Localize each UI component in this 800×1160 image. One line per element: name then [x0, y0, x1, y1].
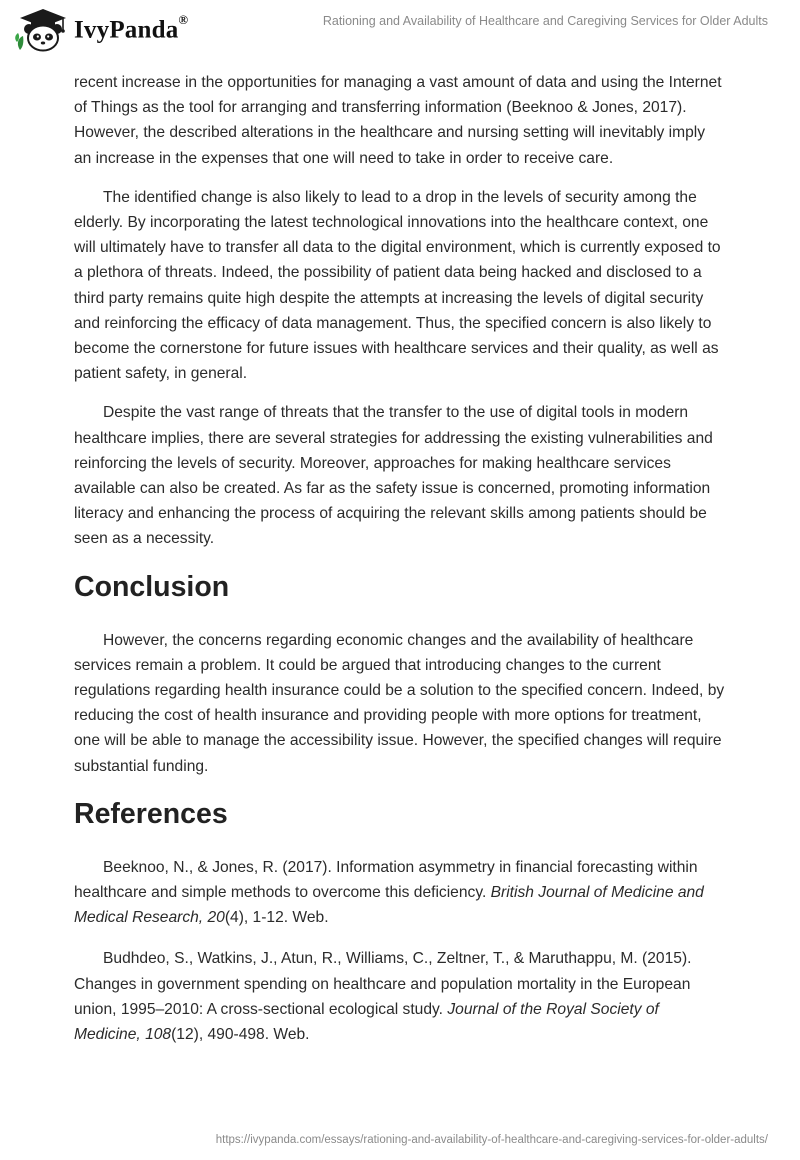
reference-item: Budhdeo, S., Watkins, J., Atun, R., Williams, C., Zeltner, T., & Maruthappu, M. (2015). Changes in government spending on healthcare and population mortality in the European union, 1995–2010: A cross-sectional ecological study. Journal of the Royal Society of Medicine, 108(12), 490-498. Web.: [74, 950, 692, 1044]
body-paragraph-strategies: Despite the vast range of threats that the transfer to the use of digital tools in modern healthcare implies, there are several strategies for addressing the existing vulnerabilities and reinforcing the levels of security. Moreover, approaches for making healthcare services available can also be created. As far as the safety issue is concerned, promoting information literacy and enhancing the process of acquiring the relevant skills among patients should be seen as a necessity.: [74, 404, 713, 548]
source-url-link[interactable]: https://ivypanda.com/essays/rationing-and-availability-of-healthcare-and-caregiving-services-for-older-adults/: [215, 1134, 768, 1146]
body-paragraph-continued: recent increase in the opportunities for managing a vast amount of data and using the Internet of Things as the tool for arranging and transferring information (Beeknoo & Jones, 2017). However, the described alterations in the healthcare and nursing setting will inevitably imply an increase in the expenses that one will need to take in order to receive care.: [74, 74, 722, 167]
document-title: Rationing and Availability of Healthcare and Caregiving Services for Older Adults: [322, 14, 768, 28]
references-heading: References: [74, 797, 228, 830]
essay-content: [74, 70, 726, 1063]
ivypanda-logo[interactable]: [14, 6, 188, 54]
conclusion-paragraph: However, the concerns regarding economic changes and the availability of healthcare services remain a problem. It could be argued that introducing changes to the current regulations regarding health insurance could be a solution to the specified concern. Indeed, by reducing the cost of health insurance and providing people with more options for treatment, one will be able to manage the accessibility issue. However, the specified changes will require substantial funding.: [74, 631, 725, 775]
body-paragraph-security: The identified change is also likely to lead to a drop in the levels of security among the elderly. By incorporating the latest technological innovations into the healthcare context, one will ultimately have to transfer all data to the digital environment, which is currently exposed to a plethora of threats. Indeed, the possibility of patient data being hacked and disclosed to a third party remains quite high despite the attempts at increasing the levels of digital security and reinforcing the efficacy of data management. Thus, the specified concern is also likely to become the cornerstone for future issues with healthcare services and their quality, as well as patient safety, in general.: [74, 188, 721, 383]
brand-name: IvyPanda®: [74, 11, 189, 44]
reference-item: Beeknoo, N., & Jones, R. (2017). Information asymmetry in financial forecasting within healthcare and simple methods to overcome this deficiency. British Journal of Medicine and Medical Research, 20(4), 1-12. Web.: [74, 858, 704, 927]
panda-graduate-icon: [14, 6, 72, 54]
page-header: [0, 0, 800, 70]
conclusion-heading: Conclusion: [74, 570, 230, 603]
